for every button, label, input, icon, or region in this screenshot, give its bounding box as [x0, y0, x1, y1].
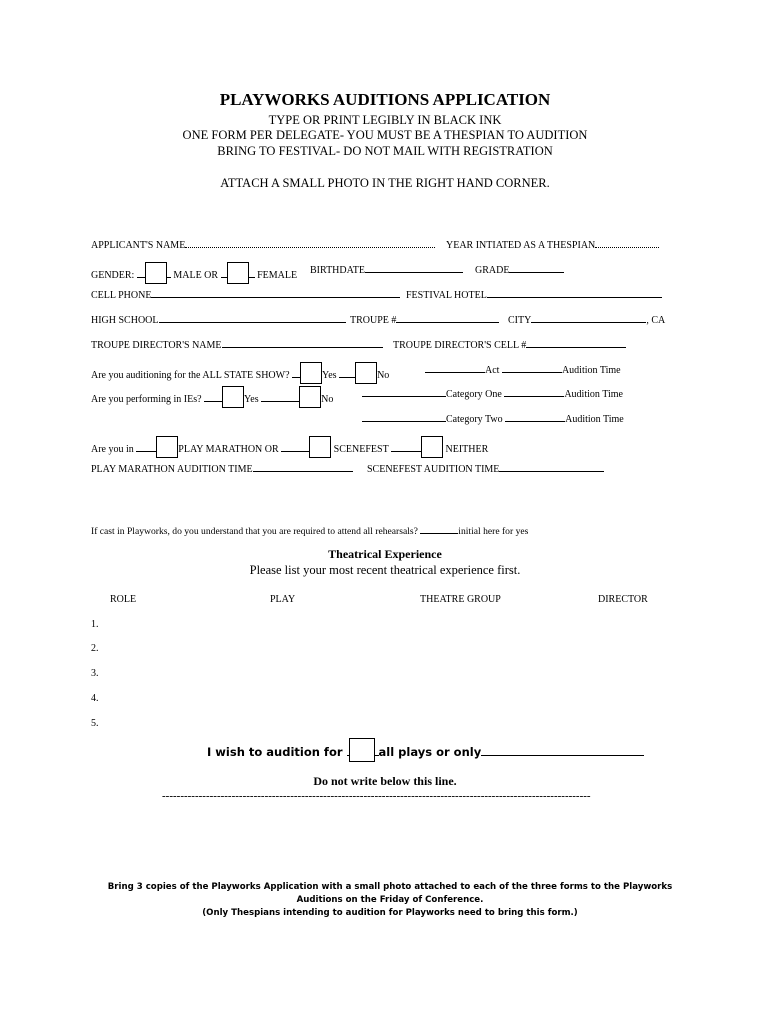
- act-label: Act: [485, 365, 500, 376]
- female-checkbox[interactable]: [227, 262, 249, 284]
- column-role: ROLE: [110, 594, 137, 605]
- city-row: [508, 312, 665, 326]
- high-school-field[interactable]: [159, 312, 346, 323]
- city-label: CITY: [508, 315, 532, 326]
- birthdate-label: BIRTHDATE: [310, 265, 365, 276]
- copies-note: Bring 3 copies of the Playworks Application with a small photo attached to each of the three forms to the Playworks Auditions on the Friday of Conference.: [107, 882, 673, 905]
- category-one-row: [362, 386, 623, 400]
- troupe-field[interactable]: [396, 312, 499, 323]
- rehearsal-question: If cast in Playworks, do you understand that you are required to attend all rehearsals?: [91, 526, 418, 537]
- play-marathon-time-field[interactable]: [253, 461, 353, 472]
- page-title: PLAYWORKS AUDITIONS APPLICATION: [219, 90, 551, 109]
- rehearsal-row: [91, 523, 528, 537]
- troupe-row: [350, 312, 499, 326]
- category-one-time-field[interactable]: [504, 386, 564, 397]
- column-theatre-group: THEATRE GROUP: [420, 594, 501, 605]
- cell-phone-row: [91, 287, 400, 301]
- city-field[interactable]: [531, 312, 646, 323]
- director-cell-field[interactable]: [526, 337, 626, 348]
- instruction-line-1: TYPE OR PRINT LEGIBLY IN BLACK INK: [268, 113, 502, 127]
- birthdate-field[interactable]: [365, 262, 463, 273]
- photo-instruction: ATTACH A SMALL PHOTO IN THE RIGHT HAND CORNER.: [220, 176, 550, 190]
- neither-label: NEITHER: [445, 444, 489, 455]
- wish-prefix: I wish to audition for: [207, 745, 343, 759]
- ies-no-checkbox[interactable]: [299, 386, 321, 408]
- initial-here-label: initial here for yes: [458, 526, 529, 537]
- category-one-field[interactable]: [362, 386, 446, 397]
- cell-phone-field[interactable]: [151, 287, 400, 298]
- play-marathon-time-row: [91, 461, 353, 475]
- gender-label: GENDER:: [91, 270, 135, 281]
- ies-question: Are you performing in IEs?: [91, 394, 202, 405]
- high-school-label: HIGH SCHOOL: [91, 315, 159, 326]
- are-you-in-label: Are you in: [91, 444, 134, 455]
- category-one-label: Category One: [446, 389, 502, 400]
- applicant-name-label: APPLICANT'S NAME: [91, 240, 186, 251]
- do-not-write-notice: Do not write below this line.: [313, 774, 457, 788]
- audition-wish-row: [207, 738, 644, 762]
- director-cell-row: [393, 337, 626, 351]
- category-two-label: Category Two: [446, 414, 503, 425]
- act-field[interactable]: [425, 362, 485, 373]
- experience-heading: Theatrical Experience: [328, 547, 442, 561]
- male-checkbox[interactable]: [145, 262, 167, 284]
- all-state-no-label: No: [377, 370, 390, 381]
- festival-hotel-row: [406, 287, 662, 301]
- category-one-time-label: Audition Time: [564, 389, 623, 400]
- act-row: [425, 362, 621, 376]
- director-name-label: TROUPE DIRECTOR'S NAME: [91, 340, 222, 351]
- play-marathon-label: PLAY MARATHON OR: [178, 444, 279, 455]
- director-name-row: [91, 337, 383, 351]
- play-marathon-time-label: PLAY MARATHON AUDITION TIME: [91, 464, 253, 475]
- grade-row: [475, 262, 564, 276]
- applicant-name-field[interactable]: [185, 237, 435, 248]
- category-two-time-label: Audition Time: [565, 414, 624, 425]
- instruction-line-2: ONE FORM PER DELEGATE- YOU MUST BE A THESPIAN TO AUDITION: [182, 128, 588, 142]
- ies-yes-checkbox[interactable]: [222, 386, 244, 408]
- are-you-in-row: [91, 436, 488, 458]
- cell-phone-label: CELL PHONE: [91, 290, 152, 301]
- all-plays-checkbox[interactable]: [349, 738, 375, 762]
- all-state-yes-checkbox[interactable]: [300, 362, 322, 384]
- experience-row-4: 4.: [91, 693, 99, 704]
- year-initiated-row: [446, 237, 659, 251]
- scenefest-time-row: [367, 461, 604, 475]
- year-initiated-label: YEAR INTIATED AS A THESPIAN: [446, 240, 596, 251]
- director-name-field[interactable]: [222, 337, 383, 348]
- wish-middle: all plays or only: [378, 745, 482, 759]
- scenefest-time-field[interactable]: [499, 461, 604, 472]
- column-play: PLAY: [270, 594, 296, 605]
- divider-dashes: ---------------------------------------------------------------------------------------------------------------------: [162, 790, 591, 802]
- all-state-row: [91, 362, 389, 384]
- experience-row-2: 2.: [91, 643, 99, 654]
- applicant-name-row: [91, 237, 435, 251]
- all-state-question: Are you auditioning for the ALL STATE SHOW?: [91, 370, 290, 381]
- thespians-note: (Only Thespians intending to audition for Playworks need to bring this form.): [202, 908, 578, 918]
- grade-field[interactable]: [509, 262, 564, 273]
- category-two-field[interactable]: [362, 411, 446, 422]
- gender-row: [91, 262, 297, 284]
- festival-hotel-field[interactable]: [487, 287, 662, 298]
- category-two-time-field[interactable]: [505, 411, 565, 422]
- experience-row-1: 1.: [91, 619, 99, 630]
- troupe-label: TROUPE #: [350, 315, 397, 326]
- female-label: FEMALE: [257, 270, 298, 281]
- year-initiated-field[interactable]: [595, 237, 659, 248]
- play-marathon-checkbox[interactable]: [156, 436, 178, 458]
- experience-row-5: 5.: [91, 718, 99, 729]
- column-director: DIRECTOR: [598, 594, 648, 605]
- ies-yes-label: Yes: [244, 394, 259, 405]
- all-state-no-checkbox[interactable]: [355, 362, 377, 384]
- act-audition-time-field[interactable]: [502, 362, 562, 373]
- neither-checkbox[interactable]: [421, 436, 443, 458]
- scenefest-time-label: SCENEFEST AUDITION TIME: [367, 464, 500, 475]
- category-two-row: [362, 411, 624, 425]
- only-plays-field[interactable]: [481, 745, 644, 756]
- high-school-row: [91, 312, 346, 326]
- ies-row: [91, 386, 333, 408]
- birthdate-row: [310, 262, 463, 276]
- instruction-line-3: BRING TO FESTIVAL- DO NOT MAIL WITH REGISTRATION: [217, 144, 553, 158]
- act-audition-time-label: Audition Time: [561, 365, 621, 376]
- director-cell-label: TROUPE DIRECTOR'S CELL #: [393, 340, 527, 351]
- grade-label: GRADE: [475, 265, 510, 276]
- male-or-label: MALE OR: [173, 270, 219, 281]
- ies-no-label: No: [321, 394, 334, 405]
- experience-row-3: 3.: [91, 668, 99, 679]
- experience-instruction: Please list your most recent theatrical experience first.: [249, 563, 521, 577]
- scenefest-label: SCENEFEST: [333, 444, 389, 455]
- festival-hotel-label: FESTIVAL HOTEL: [406, 290, 487, 301]
- all-state-yes-label: Yes: [322, 370, 337, 381]
- ca-label: , CA: [646, 315, 666, 326]
- scenefest-checkbox[interactable]: [309, 436, 331, 458]
- rehearsal-initial-field[interactable]: [420, 523, 458, 534]
